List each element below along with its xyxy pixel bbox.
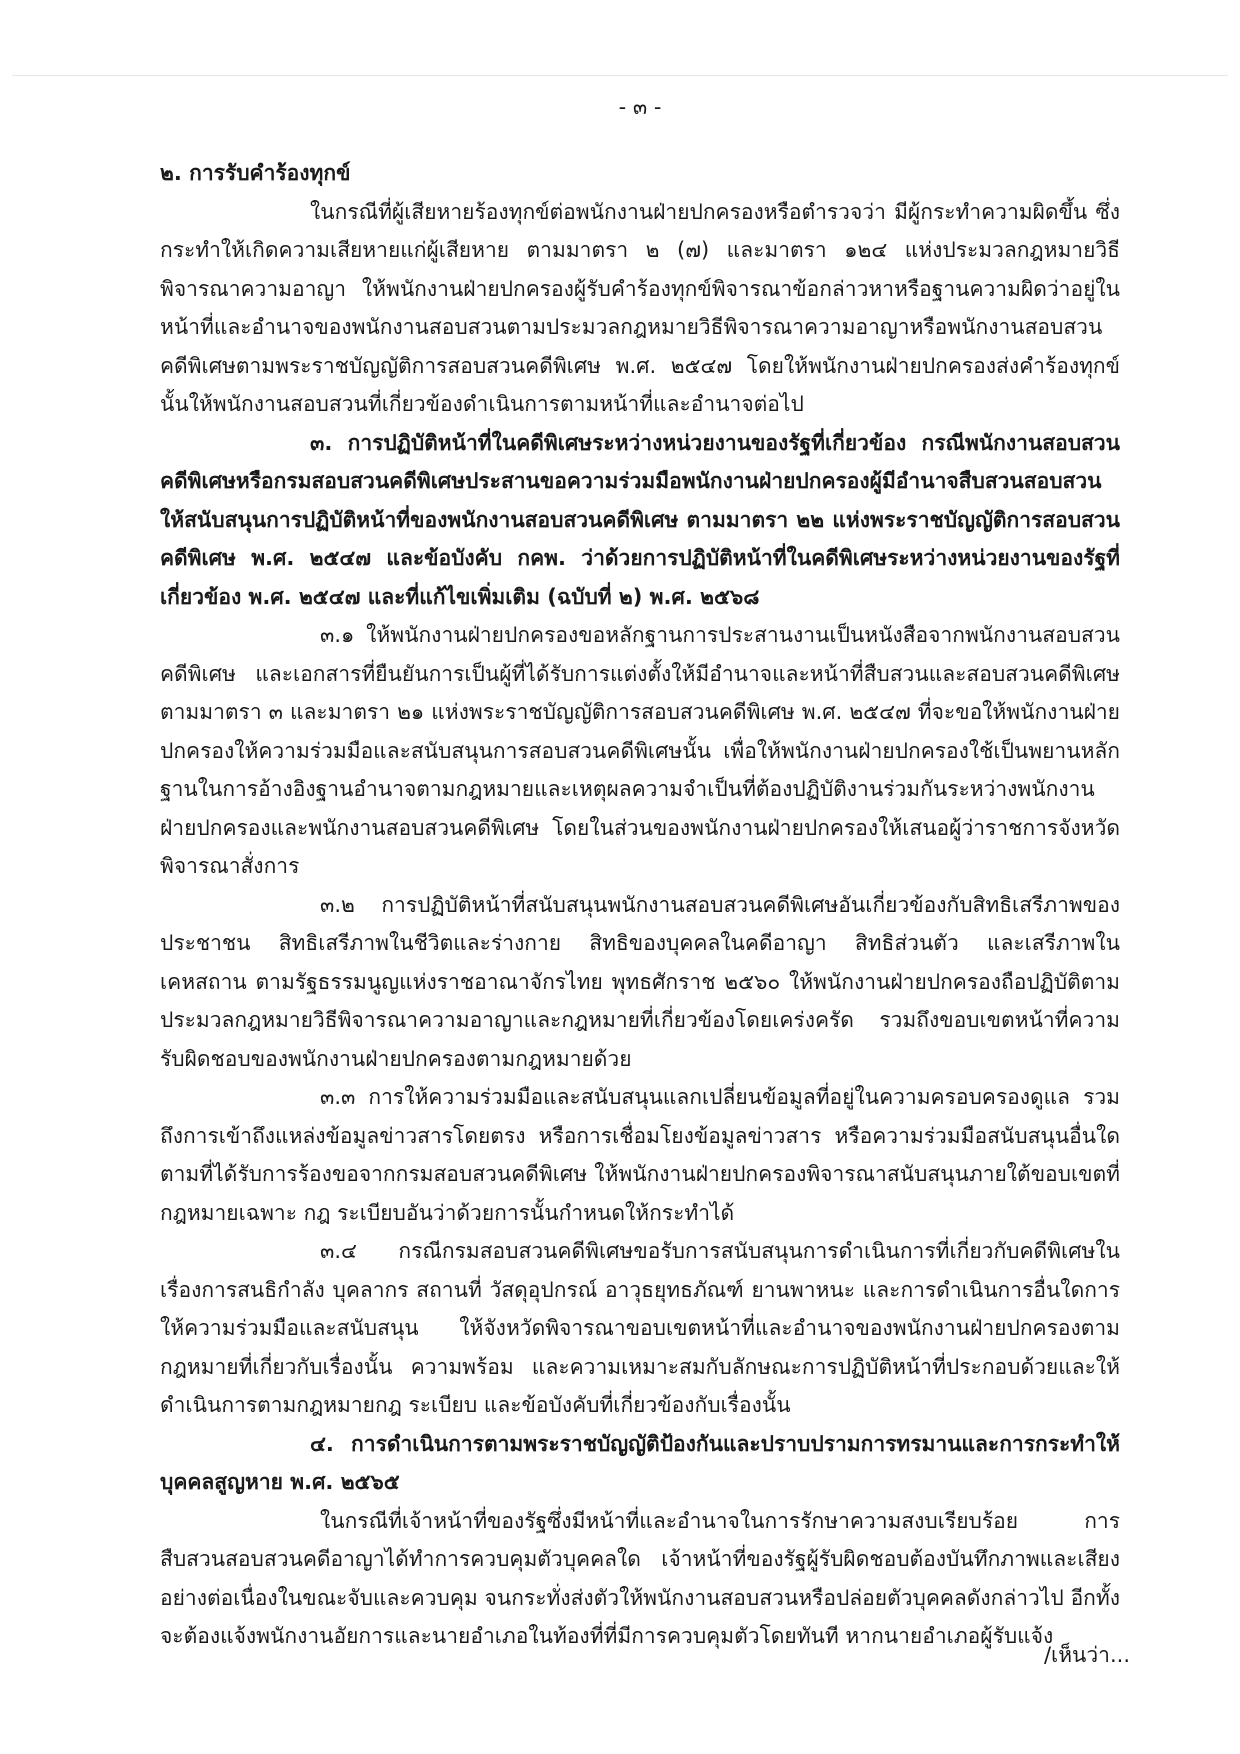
continuation-note: /เห็นว่า...	[1043, 1643, 1130, 1667]
document-page	[160, 92, 1120, 1656]
page-number: - ๓ -	[618, 95, 662, 119]
section-3-heading-paragraph: ๓. การปฏิบัติหน้าที่ในคดีพิเศษระหว่างหน่วยงานของรัฐที่เกี่ยวข้อง กรณีพนักงานสอบสวนคดีพิเศษหรือกรมสอบสวนคดีพิเศษประสานขอความร่วมมือพนักงานฝ่ายปกครองผู้มีอำนาจสืบสวนสอบสวน ให้สนับสนุนการปฏิบัติหน้าที่ของพนักงานสอบสวนคดีพิเศษ ตามมาตรา ๒๒ แห่งพระราชบัญญัติการสอบสวนคดีพิเศษ พ.ศ. ๒๕๔๗ และข้อบังคับ กคพ. ว่าด้วยการปฏิบัติหน้าที่ในคดีพิเศษระหว่างหน่วยงานของรัฐที่เกี่ยวข้อง พ.ศ. ๒๕๔๗ และที่แก้ไขเพิ่มเติม (ฉบับที่ ๒) พ.ศ. ๒๕๖๘	[160, 430, 1120, 609]
section-3-4-paragraph: ๓.๔ กรณีกรมสอบสวนคดีพิเศษขอรับการสนับสนุนการดำเนินการที่เกี่ยวกับคดีพิเศษในเรื่องการสนธิกำลัง บุคลากร สถานที่ วัสดุอุปกรณ์ อาวุธยุทธภัณฑ์ ยานพาหนะ และการดำเนินการอื่นใดการให้ความร่วมมือและสนับสนุน ให้จังหวัดพิจารณาขอบเขตหน้าที่และอำนาจของพนักงานฝ่ายปกครองตามกฎหมายที่เกี่ยวกับเรื่องนั้น ความพร้อม และความเหมาะสมกับลักษณะการปฏิบัติหน้าที่ประกอบด้วยและให้ดำเนินการตามกฎหมายกฎ ระเบียบ และข้อบังคับที่เกี่ยวข้องกับเรื่องนั้น	[160, 1239, 1120, 1417]
section-3-2-paragraph: ๓.๒ การปฏิบัติหน้าที่สนับสนุนพนักงานสอบสวนคดีพิเศษอันเกี่ยวข้องกับสิทธิเสรีภาพของประชาชน สิทธิเสรีภาพในชีวิตและร่างกาย สิทธิของบุคคลในคดีอาญา สิทธิส่วนตัว และเสรีภาพในเคหสถาน ตามรัฐธรรมนูญแห่งราชอาณาจักรไทย พุทธศักราช ๒๕๖๐ ให้พนักงานฝ่ายปกครองถือปฏิบัติตามประมวลกฎหมายวิธีพิจารณาความอาญาและกฎหมายที่เกี่ยวข้องโดยเคร่งครัด รวมถึงขอบเขตหน้าที่ความรับผิดชอบของพนักงานฝ่ายปกครองตามกฎหมายด้วย	[160, 892, 1120, 1071]
section-4-paragraph: ในกรณีที่เจ้าหน้าที่ของรัฐซึ่งมีหน้าที่และอำนาจในการรักษาความสงบเรียบร้อย การสืบสวนสอบสวนคดีอาญาได้ทำการควบคุมตัวบุคคลใด เจ้าหน้าที่ของรัฐผู้รับผิดชอบต้องบันทึกภาพและเสียงอย่างต่อเนื่องในขณะจับและควบคุม จนกระทั่งส่งตัวให้พนักงานสอบสวนหรือปล่อยตัวบุคคลดังกล่าวไป อีกทั้งจะต้องแจ้งพนักงานอัยการและนายอำเภอในท้องที่ที่มีการควบคุมตัวโดยทันที หากนายอำเภอผู้รับแจ้ง	[160, 1508, 1120, 1648]
top-divider	[12, 75, 1228, 76]
section-3-1-paragraph: ๓.๑ ให้พนักงานฝ่ายปกครองขอหลักฐานการประสานงานเป็นหนังสือจากพนักงานสอบสวนคดีพิเศษ และเอกสารที่ยืนยันการเป็นผู้ที่ได้รับการแต่งตั้งให้มีอำนาจและหน้าที่สืบสวนและสอบสวนคดีพิเศษตามมาตรา ๓ และมาตรา ๒๑ แห่งพระราชบัญญัติการสอบสวนคดีพิเศษ พ.ศ. ๒๕๔๗ ที่จะขอให้พนักงานฝ่ายปกครองให้ความร่วมมือและสนับสนุนการสอบสวนคดีพิเศษนั้น เพื่อให้พนักงานฝ่ายปกครองใช้เป็นพยานหลักฐานในการอ้างอิงฐานอำนาจตามกฎหมายและเหตุผลความจำเป็นที่ต้องปฏิบัติงานร่วมกันระหว่างพนักงานฝ่ายปกครองและพนักงานสอบสวนคดีพิเศษ โดยในส่วนของพนักงานฝ่ายปกครองให้เสนอผู้ว่าราชการจังหวัดพิจารณาสั่งการ	[160, 623, 1120, 878]
section-3-3-paragraph: ๓.๓ การให้ความร่วมมือและสนับสนุนแลกเปลี่ยนข้อมูลที่อยู่ในความครอบครองดูแล รวมถึงการเข้าถึงแหล่งข้อมูลข่าวสารโดยตรง หรือการเชื่อมโยงข้อมูลข่าวสาร หรือความร่วมมือสนับสนุนอื่นใดตามที่ได้รับการร้องขอจากกรมสอบสวนคดีพิเศษ ให้พนักงานฝ่ายปกครองพิจารณาสนับสนุนภายใต้ขอบเขตที่กฎหมายเฉพาะ กฎ ระเบียบอันว่าด้วยการนั้นกำหนดให้กระทำได้	[160, 1085, 1120, 1225]
section-2-paragraph: ในกรณีที่ผู้เสียหายร้องทุกข์ต่อพนักงานฝ่ายปกครองหรือตำรวจว่า มีผู้กระทำความผิดขึ้น ซึ่งกระทำให้เกิดความเสียหายแก่ผู้เสียหาย ตามมาตรา ๒ (๗) และมาตรา ๑๒๔ แห่งประมวลกฎหมายวิธีพิจารณาความอาญา ให้พนักงานฝ่ายปกครองผู้รับคำร้องทุกข์พิจารณาข้อกล่าวหาหรือฐานความผิดว่าอยู่ในหน้าที่และอำนาจของพนักงานสอบสวนตามประมวลกฎหมายวิธีพิจารณาความอาญาหรือพนักงานสอบสวนคดีพิเศษตามพระราชบัญญัติการสอบสวนคดีพิเศษ พ.ศ. ๒๕๔๗ โดยให้พนักงานฝ่ายปกครองส่งคำร้องทุกข์นั้นให้พนักงานสอบสวนที่เกี่ยวข้องดำเนินการตามหน้าที่และอำนาจต่อไป	[160, 199, 1120, 416]
section-4-heading-paragraph: ๔. การดำเนินการตามพระราชบัญญัติป้องกันและปราบปรามการทรมานและการกระทำให้บุคคลสูญหาย พ.ศ. ๒๕๖๕	[160, 1431, 1120, 1494]
section-2-heading: ๒. การรับคำร้องทุกข์	[160, 161, 351, 185]
